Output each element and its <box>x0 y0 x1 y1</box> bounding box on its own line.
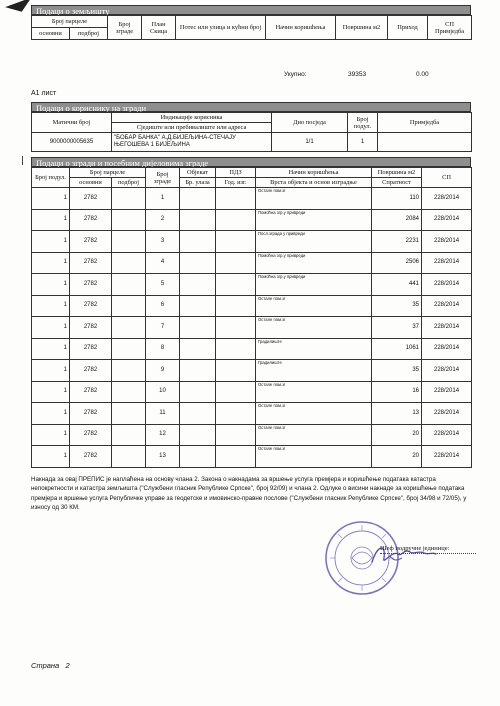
row-subunit: 1 <box>32 338 70 360</box>
row-sp: 228/2014 <box>422 252 472 274</box>
row-building: 12 <box>146 424 180 446</box>
row-building: 13 <box>146 446 180 468</box>
row-year <box>216 360 256 382</box>
row-sp: 228/2014 <box>422 317 472 339</box>
table-row <box>32 338 472 360</box>
row-building: 2 <box>146 209 180 231</box>
row-building: 11 <box>146 403 180 425</box>
row-usage: Остале пом.зг <box>256 381 372 403</box>
row-year <box>216 446 256 468</box>
row-year <box>216 381 256 403</box>
row-sp: 228/2014 <box>422 209 472 231</box>
row-year <box>216 424 256 446</box>
row-area: 20 <box>372 424 422 446</box>
row-main: 2782 <box>70 231 112 253</box>
row-entrances <box>180 424 216 446</box>
row-sub <box>112 209 146 231</box>
row-subunit: 1 <box>32 209 70 231</box>
row-building: 6 <box>146 295 180 317</box>
total-income: 0.00 <box>416 71 429 78</box>
row-sp: 228/2014 <box>422 274 472 296</box>
row-building: 7 <box>146 317 180 339</box>
table-row <box>32 252 472 274</box>
table-row <box>32 424 472 446</box>
row-area: 16 <box>372 381 422 403</box>
user-regno-header: Матични број <box>32 113 112 133</box>
row-building: 1 <box>146 188 180 210</box>
row-area: 2084 <box>372 209 422 231</box>
row-sp: 228/2014 <box>422 424 472 446</box>
land-usage-header: Начин коришћења <box>266 16 336 40</box>
row-sp: 228/2014 <box>422 360 472 382</box>
bld-floors-header: Спратност <box>372 178 422 188</box>
row-sp: 228/2014 <box>422 231 472 253</box>
bld-usage-sub-header: Врста објекта и основ изградње <box>256 178 372 188</box>
row-sp: 228/2014 <box>422 381 472 403</box>
row-area: 37 <box>372 317 422 339</box>
row-usage: Помоћна згр.у привреди <box>256 252 372 274</box>
sheet-label: А1 лист <box>31 90 57 97</box>
row-area: 20 <box>372 446 422 468</box>
row-entrances <box>180 295 216 317</box>
land-main-header: основни <box>32 28 70 40</box>
row-building: 8 <box>146 338 180 360</box>
land-section-title: Подаци о земљишту <box>31 5 471 15</box>
row-year <box>216 317 256 339</box>
table-row <box>32 295 472 317</box>
row-usage: Помоћна згр.у привреди <box>256 209 372 231</box>
row-main: 2782 <box>70 424 112 446</box>
user-address: ЊЕГОШЕВА 1 БИЈЕЉИНА <box>114 142 190 148</box>
row-usage: Остале пом.зг <box>256 446 372 468</box>
table-row <box>32 360 472 382</box>
row-sub <box>112 188 146 210</box>
row-usage: Остале пом.зг <box>256 424 372 446</box>
row-entrances <box>180 403 216 425</box>
row-subunit: 1 <box>32 231 70 253</box>
table-row <box>32 381 472 403</box>
row-main: 2782 <box>70 252 112 274</box>
fee-note: Накнада за овај ПРЕПИС је наплаћена на основу члана 2. Закона о накнадама за вршење услуга премјера и коришћење података катастра непокретности и катастра земљишта ("Службени гласник Републике Српске", број 92/09) и члана 2. Одлуке о висини накнаде за коришћење података премјера и вршење услуга Републичке управе за геодетске и имовинско-правне послове ("Службени гласник Републике Српске", број 34/98 и 72/05), у износу од 30 КМ. <box>31 476 467 511</box>
row-year <box>216 252 256 274</box>
bld-parcel-header: Број парцеле <box>70 168 146 178</box>
row-subunit: 1 <box>32 317 70 339</box>
user-share-header: Дио посједа <box>272 113 348 133</box>
land-sp-header: СП Примједба <box>428 16 472 40</box>
bld-sub-header: подброј <box>112 178 146 188</box>
total-area: 39353 <box>348 71 367 78</box>
signature-label: Шеф подручне јединице: <box>380 545 476 554</box>
land-table <box>31 15 472 40</box>
row-sub <box>112 317 146 339</box>
row-building: 10 <box>146 381 180 403</box>
row-sub <box>112 424 146 446</box>
row-year <box>216 274 256 296</box>
margin-tick <box>22 156 23 165</box>
row-sp: 228/2014 <box>422 446 472 468</box>
row-area: 110 <box>372 188 422 210</box>
user-seat-header: Сједиште или пребивалиште или адреса <box>112 123 272 133</box>
total-label: Укупно: <box>284 71 307 78</box>
table-row <box>32 446 472 468</box>
table-row <box>32 274 472 296</box>
bld-area-header: Површина м2 <box>372 168 422 178</box>
table-row <box>32 188 472 210</box>
row-area: 2231 <box>372 231 422 253</box>
row-sp: 228/2014 <box>422 295 472 317</box>
row-area: 35 <box>372 295 422 317</box>
row-subunit: 1 <box>32 446 70 468</box>
row-main: 2782 <box>70 381 112 403</box>
row-main: 2782 <box>70 274 112 296</box>
row-main: 2782 <box>70 209 112 231</box>
bld-object-header: Објекат <box>180 168 216 178</box>
row-main: 2782 <box>70 295 112 317</box>
row-year <box>216 295 256 317</box>
row-building: 3 <box>146 231 180 253</box>
row-main: 2782 <box>70 360 112 382</box>
row-entrances <box>180 231 216 253</box>
row-usage: Остале пом.зг <box>256 295 372 317</box>
row-main: 2782 <box>70 403 112 425</box>
bld-entrances-header: Бр. улаза <box>180 178 216 188</box>
row-entrances <box>180 338 216 360</box>
land-parcel-header: Број парцеле <box>32 16 108 28</box>
user-name: "БОБАР БАНКА" А.Д.БИЈЕЉИНА-СТЕЧАЈУ <box>114 135 236 141</box>
row-usage: Градилиште <box>256 338 372 360</box>
user-regno: 9000000005635 <box>32 133 112 152</box>
row-year <box>216 231 256 253</box>
page-number: 2 <box>65 661 70 670</box>
row-year <box>216 338 256 360</box>
row-sp: 228/2014 <box>422 403 472 425</box>
row-area: 441 <box>372 274 422 296</box>
row-area: 13 <box>372 403 422 425</box>
row-sp: 228/2014 <box>422 338 472 360</box>
building-table <box>31 167 472 468</box>
land-sub-header: подброј <box>70 28 108 40</box>
land-plan-header: План Скица <box>142 16 176 40</box>
row-entrances <box>180 274 216 296</box>
row-entrances <box>180 252 216 274</box>
row-sub <box>112 360 146 382</box>
row-entrances <box>180 446 216 468</box>
bld-building-header: Број зграде <box>146 168 180 188</box>
table-row <box>32 403 472 425</box>
row-subunit: 1 <box>32 274 70 296</box>
row-sub <box>112 231 146 253</box>
row-main: 2782 <box>70 446 112 468</box>
row-year <box>216 403 256 425</box>
table-row <box>32 231 472 253</box>
user-table <box>31 112 472 152</box>
row-usage: Посл.зграда у привреди <box>256 231 372 253</box>
row-entrances <box>180 209 216 231</box>
row-entrances <box>180 360 216 382</box>
row-area: 2506 <box>372 252 422 274</box>
land-street-header: Потес или улица и кућни број <box>176 16 266 40</box>
bld-sp-header: СП <box>422 168 472 188</box>
row-subunit: 1 <box>32 252 70 274</box>
row-subunit: 1 <box>32 188 70 210</box>
row-usage: Помоћна згр.у привреди <box>256 274 372 296</box>
row-main: 2782 <box>70 317 112 339</box>
row-sp: 228/2014 <box>422 188 472 210</box>
row-sub <box>112 403 146 425</box>
row-subunit: 1 <box>32 403 70 425</box>
row-year <box>216 188 256 210</box>
table-row <box>32 317 472 339</box>
row-building: 9 <box>146 360 180 382</box>
row-sub <box>112 446 146 468</box>
user-section-title: Подаци о кориснику на згради <box>31 102 471 112</box>
row-sub <box>112 295 146 317</box>
row-subunit: 1 <box>32 360 70 382</box>
bld-main-header: основни <box>70 178 112 188</box>
row-sub <box>112 252 146 274</box>
row-building: 4 <box>146 252 180 274</box>
bld-usage-header: Начин коришћења <box>256 168 372 178</box>
bld-year-header: Год. изг. <box>216 178 256 188</box>
page-label: Страна <box>31 661 60 670</box>
table-row <box>32 209 472 231</box>
row-sub <box>112 274 146 296</box>
row-usage: Остале пом.зг <box>256 403 372 425</box>
row-main: 2782 <box>70 188 112 210</box>
row-sub <box>112 381 146 403</box>
row-area: 35 <box>372 360 422 382</box>
row-area: 1061 <box>372 338 422 360</box>
land-building-no-header: Број зграде <box>108 16 142 40</box>
row-main: 2782 <box>70 338 112 360</box>
row-year <box>216 209 256 231</box>
user-indication-header: Индикације корисника <box>112 113 272 123</box>
building-section-title: Подаци о згради и посебним дијеловима зграде <box>31 157 471 167</box>
user-note <box>378 133 472 152</box>
bld-subunit-header: Број подул. <box>32 168 70 188</box>
row-usage: Остале пом.зг <box>256 317 372 339</box>
user-share: 1/1 <box>272 133 348 152</box>
row-subunit: 1 <box>32 424 70 446</box>
row-usage: Остале пом.зг <box>256 188 372 210</box>
row-entrances <box>180 188 216 210</box>
user-count-header: Број подул. <box>348 113 378 133</box>
row-subunit: 1 <box>32 381 70 403</box>
user-note-header: Примједба <box>378 113 472 133</box>
land-area-header: Површина м2 <box>336 16 388 40</box>
row-entrances <box>180 317 216 339</box>
page-footer <box>31 661 70 670</box>
bld-pdz-header: ПДЗ <box>216 168 256 178</box>
row-usage: Градилиште <box>256 360 372 382</box>
row-subunit: 1 <box>32 295 70 317</box>
land-income-header: Приход <box>388 16 428 40</box>
row-sub <box>112 338 146 360</box>
row-building: 5 <box>146 274 180 296</box>
row-entrances <box>180 381 216 403</box>
user-count: 1 <box>348 133 378 152</box>
